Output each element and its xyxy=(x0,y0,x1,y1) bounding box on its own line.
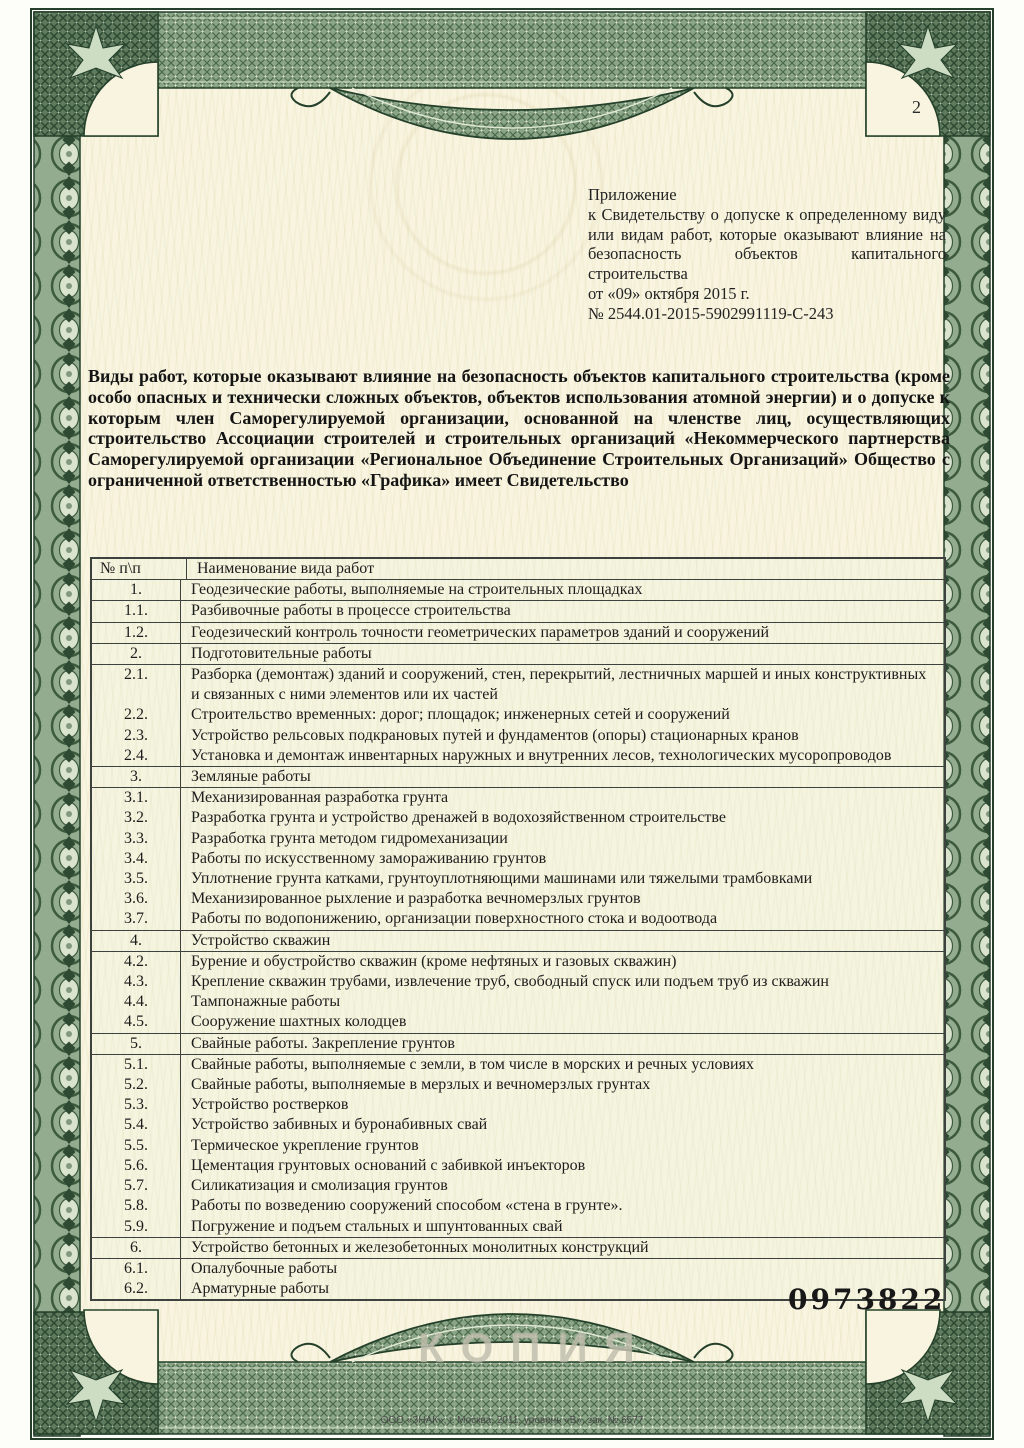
table-row xyxy=(92,808,944,828)
printer-imprint: ООО «ЗНАК», г. Москва, 2011, уровень «В», зак. № 6577 xyxy=(380,1415,644,1426)
row-number: 6.1. xyxy=(92,1259,181,1279)
column-header-name: Наименование вида работ xyxy=(197,560,375,577)
row-number: 4. xyxy=(92,931,181,951)
row-text: Механизированная разработка грунта xyxy=(191,789,449,807)
table-row xyxy=(92,623,944,644)
row-text: Разработка грунта методом гидромеханизации xyxy=(191,829,508,847)
row-number: 5.6. xyxy=(92,1156,181,1176)
table-row xyxy=(92,992,944,1012)
table-row xyxy=(92,1095,944,1115)
table-row xyxy=(92,1238,944,1259)
row-number: 5.2. xyxy=(92,1075,181,1095)
table-row xyxy=(92,849,944,869)
table-header-row xyxy=(92,559,944,580)
row-text: Свайные работы, выполняемые с земли, в том числе в морских и речных условиях xyxy=(191,1055,754,1073)
row-text: Разработка грунта и устройство дренажей в водохозяйственном строительстве xyxy=(191,809,726,827)
row-number: 3.1. xyxy=(92,788,181,808)
table-row xyxy=(92,1034,944,1055)
row-number: 3.3. xyxy=(92,829,181,849)
row-number: 4.3. xyxy=(92,972,181,992)
table-row xyxy=(92,869,944,889)
table-row xyxy=(92,705,944,725)
column-header-number: № п\п xyxy=(92,559,187,579)
row-text: Цементация грунтовых оснований с забивкой инъекторов xyxy=(191,1156,586,1174)
row-number: 2.2. xyxy=(92,705,181,725)
table-row xyxy=(92,1075,944,1095)
row-number: 3.6. xyxy=(92,889,181,909)
row-text: Опалубочные работы xyxy=(191,1259,338,1277)
row-number: 1. xyxy=(92,580,181,600)
table-row xyxy=(92,829,944,849)
row-number: 5.8. xyxy=(92,1196,181,1216)
row-text: Подготовительные работы xyxy=(191,644,372,662)
row-text: Бурение и обустройство скважин (кроме нефтяных и газовых скважин) xyxy=(191,952,677,970)
table-row xyxy=(92,1196,944,1216)
table-row xyxy=(92,889,944,909)
table-row xyxy=(92,767,944,788)
row-number: 1.1. xyxy=(92,601,181,621)
row-text: Свайные работы, выполняемые в мерзлых и вечномерзлых грунтах xyxy=(191,1076,651,1094)
page-number: 2 xyxy=(912,97,921,117)
table-row xyxy=(92,580,944,601)
row-number: 2.1. xyxy=(92,665,181,705)
row-number: 4.5. xyxy=(92,1012,181,1032)
table-row xyxy=(92,644,944,665)
table-row xyxy=(92,746,944,767)
table-body xyxy=(92,580,944,1299)
row-text: Установка и демонтаж инвентарных наружных и внутренних лесов, технологических мусоропроводов xyxy=(191,746,892,764)
copy-watermark: КОПИЯ xyxy=(418,1324,652,1371)
row-text: Работы по водопонижению, организации поверхностного стока и водоотвода xyxy=(191,910,718,928)
table-row xyxy=(92,909,944,930)
row-number: 3.5. xyxy=(92,869,181,889)
table-row xyxy=(92,1217,944,1238)
row-text: Геодезический контроль точности геометрических параметров зданий и сооружений xyxy=(191,623,770,641)
intro-paragraph: Виды работ, которые оказывают влияние на безопасность объектов капитального строительства (кроме особо опасных и технически сложных объектов, объектов использования атомной энергии) и о допуске к которым член Саморегулируемой организации, основанной на членстве лиц, осуществляющих строительство Ассоциации строителей и строительных организаций «Некоммерческого партнерства Саморегулируемой организации «Региональное Объединение Строительных Организаций» Общество с ограниченной ответственностью «Графика» имеет Свидетельство xyxy=(88,366,950,490)
table-row xyxy=(92,1115,944,1135)
row-text: Устройство ростверков xyxy=(191,1096,349,1114)
row-text: Устройство рельсовых подкрановых путей и фундаментов (опоры) стационарных кранов xyxy=(191,726,799,744)
annex-header xyxy=(588,185,946,324)
row-number: 6.2. xyxy=(92,1279,181,1299)
row-text: Устройство скважин xyxy=(191,931,331,949)
row-number: 3.7. xyxy=(92,909,181,929)
row-text: Крепление скважин трубами, извлечение труб, свободный спуск или подъем труб из скважин xyxy=(191,973,829,991)
row-text: Сооружение шахтных колодцев xyxy=(191,1013,407,1031)
row-number: 5.9. xyxy=(92,1217,181,1237)
row-number: 3. xyxy=(92,767,181,787)
annex-date: от «09» октября 2015 г. xyxy=(588,283,750,303)
table-row xyxy=(92,931,944,952)
annex-title: Приложение xyxy=(588,185,677,204)
row-number: 3.4. xyxy=(92,849,181,869)
serial-number: 0973822 xyxy=(788,1283,946,1316)
row-text: Геодезические работы, выполняемые на строительных площадках xyxy=(191,581,643,599)
table-row xyxy=(92,788,944,808)
row-text: Устройство бетонных и железобетонных монолитных конструкций xyxy=(191,1238,649,1256)
row-text: Уплотнение грунта катками, грунтоуплотняющими машинами или тяжелыми трамбовками xyxy=(191,870,813,888)
row-number: 3.2. xyxy=(92,808,181,828)
row-number: 6. xyxy=(92,1238,181,1258)
row-number: 5. xyxy=(92,1034,181,1054)
row-text: Свайные работы. Закрепление грунтов xyxy=(191,1034,455,1052)
row-number: 2. xyxy=(92,644,181,664)
row-text: Погружение и подъем стальных и шпунтованных свай xyxy=(191,1217,563,1235)
table-row xyxy=(92,1055,944,1075)
table-row xyxy=(92,1259,944,1279)
annex-number: № 2544.01-2015-5902991119-С-243 xyxy=(588,303,834,323)
row-text: Работы по возведению сооружений способом «стена в грунте». xyxy=(191,1197,623,1215)
table-row xyxy=(92,1012,944,1033)
row-text: Силикатизация и смолизация грунтов xyxy=(191,1177,448,1195)
row-number: 4.4. xyxy=(92,992,181,1012)
table-row xyxy=(92,972,944,992)
table-row xyxy=(92,601,944,622)
works-table xyxy=(90,557,946,1301)
row-number: 5.5. xyxy=(92,1136,181,1156)
table-row xyxy=(92,726,944,746)
row-text: Устройство забивных и буронабивных свай xyxy=(191,1116,488,1134)
row-number: 5.4. xyxy=(92,1115,181,1135)
table-row xyxy=(92,1156,944,1176)
row-text: Строительство временных: дорог; площадок; инженерных сетей и сооружений xyxy=(191,706,730,724)
row-text: Тампонажные работы xyxy=(191,993,341,1011)
row-text: Земляные работы xyxy=(191,768,311,786)
table-row xyxy=(92,665,944,705)
annex-body: к Свидетельству о допуске к определенному виду или видам работ, которые оказывают влияние на безопасность объектов капитального строительства xyxy=(588,204,946,284)
row-text: Механизированное рыхление и разработка вечномерзлых грунтов xyxy=(191,890,641,908)
row-text: Арматурные работы xyxy=(191,1280,329,1298)
table-row xyxy=(92,1176,944,1196)
table-row xyxy=(92,1136,944,1156)
row-text: Разборка (демонтаж) зданий и сооружений, стен, перекрытий, лестничных маршей и иных конструктивных и связанных с ними элементов или их частей xyxy=(191,666,927,704)
table-row xyxy=(92,952,944,972)
row-number: 4.2. xyxy=(92,952,181,972)
row-text: Разбивочные работы в процессе строительства xyxy=(191,602,511,620)
row-number: 2.3. xyxy=(92,726,181,746)
row-number: 5.7. xyxy=(92,1176,181,1196)
row-text: Работы по искусственному замораживанию грунтов xyxy=(191,849,547,867)
row-number: 5.1. xyxy=(92,1055,181,1075)
row-text: Термическое укрепление грунтов xyxy=(191,1136,419,1154)
row-number: 1.2. xyxy=(92,623,181,643)
row-number: 5.3. xyxy=(92,1095,181,1115)
row-number: 2.4. xyxy=(92,746,181,766)
